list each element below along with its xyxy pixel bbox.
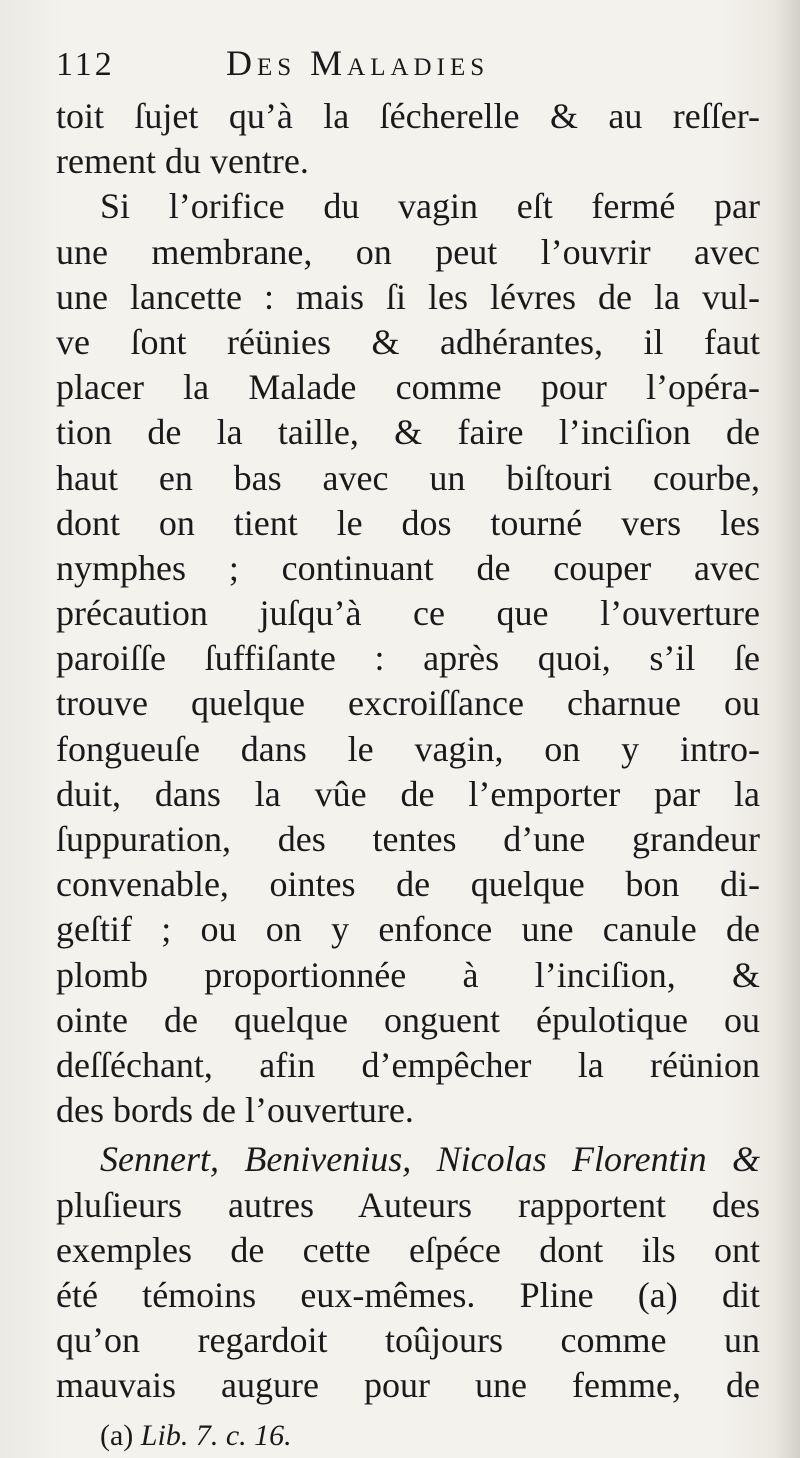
text-line: placer la Malade comme pour l’opéra-: [56, 367, 760, 408]
running-title: Des Maladies: [226, 43, 490, 83]
text-line: nymphes ; continuant de couper avec: [56, 547, 760, 588]
text-line: qu’on regardoit toûjours comme un: [56, 1320, 760, 1361]
text-line: mauvais augure pour une femme, de: [56, 1365, 760, 1406]
text-line: ſuppuration, des tentes d’une grandeur: [56, 819, 760, 859]
text-line: pluſieurs autres Auteurs rapportent des: [56, 1184, 760, 1225]
footnote-text: Lib. 7. c. 16.: [140, 1419, 292, 1453]
running-head: [56, 42, 760, 94]
text-line: une lancette : mais ſi les lévres de la vul-: [56, 276, 760, 317]
text-line: convenable, ointes de quelque bon di-: [56, 864, 760, 905]
text-line: ointe de quelque onguent épulotique ou: [56, 999, 760, 1040]
page-number: 112: [56, 46, 115, 83]
text-line: duit, dans la vûe de l’emporter par la: [56, 773, 760, 814]
body-text: [56, 94, 760, 1408]
footnote-marker: (a): [100, 1419, 134, 1453]
text-line: rement du ventre.: [56, 141, 309, 182]
text-line: exemples de cette eſpéce dont ils ont: [56, 1229, 760, 1270]
text-line: geſtif ; ou on y enfonce une canule de: [56, 909, 760, 950]
text-line: été témoins eux-mêmes. Pline (a) dit: [56, 1274, 760, 1315]
text-line: trouve quelque excroiſſance charnue ou: [56, 683, 760, 724]
text-line: haut en bas avec un biſtouri courbe,: [56, 457, 760, 498]
text-line: précaution juſqu’à ce que l’ouverture: [56, 593, 760, 634]
text-line: plomb proportionnée à l’inciſion, &: [56, 954, 760, 995]
text-line: toit ſujet qu’à la ſécherelle & au reſſer-: [56, 96, 760, 136]
text-line: tion de la taille, & faire l’inciſion de: [56, 412, 760, 453]
text-line: deſſéchant, afin d’empêcher la réünion: [56, 1044, 760, 1085]
text-line: des bords de l’ouverture.: [56, 1090, 414, 1131]
text-line: ve ſont réünies & adhérantes, il faut: [56, 321, 760, 362]
text-line: dont on tient le dos tourné vers les: [56, 502, 760, 543]
text-line: Si l’orifice du vagin eſt fermé par: [100, 186, 760, 227]
text-line: fongueuſe dans le vagin, on y intro-: [56, 728, 760, 769]
text-line-authors: Sennert, Benivenius, Nicolas Florentin &: [100, 1139, 760, 1180]
footnote: [56, 1416, 760, 1456]
page-gutter-shadow: [774, 0, 800, 1458]
text-line: paroiſſe ſuffiſante : après quoi, s’il ſe: [56, 638, 760, 679]
text-line: une membrane, on peut l’ouvrir avec: [56, 231, 760, 272]
